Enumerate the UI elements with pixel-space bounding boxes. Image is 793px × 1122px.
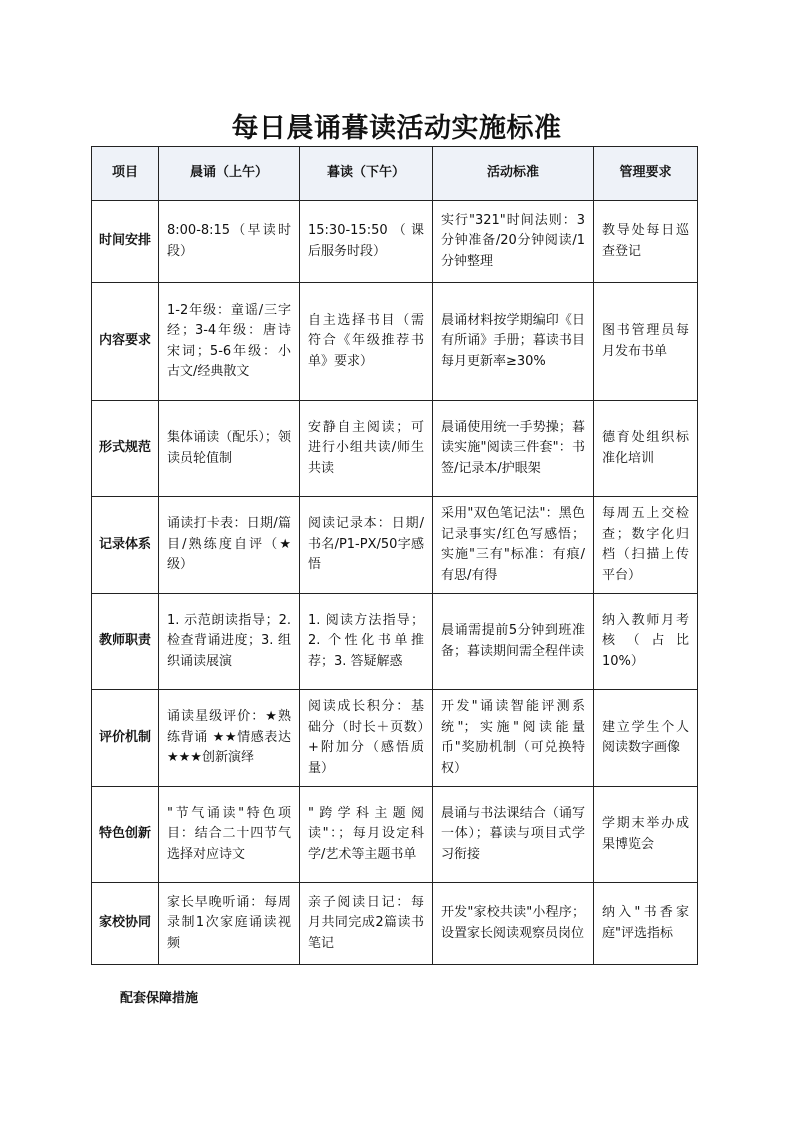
standard-cell: 晨诵与书法课结合（诵写一体）；暮读与项目式学习衔接 <box>433 787 594 883</box>
morning-cell: "节气诵读"特色项目：结合二十四节气选择对应诗文 <box>159 787 300 883</box>
evening-cell: 1. 阅读方法指导；2. 个性化书单推荐；3. 答疑解惑 <box>300 594 433 690</box>
management-cell: 教导处每日巡查登记 <box>594 201 698 283</box>
header-standard: 活动标准 <box>433 147 594 201</box>
standard-cell: 开发"诵读智能评测系统"；实施"阅读能量币"奖励机制（可兑换特权） <box>433 690 594 787</box>
table-row <box>92 787 698 883</box>
standard-cell: 采用"双色笔记法"：黑色记录事实/红色写感悟；实施"三有"标准：有痕/有思/有得 <box>433 497 594 594</box>
table-row <box>92 201 698 283</box>
table-header-row <box>92 147 698 201</box>
header-evening: 暮读（下午） <box>300 147 433 201</box>
table-row <box>92 883 698 965</box>
header-item: 项目 <box>92 147 159 201</box>
row-header: 特色创新 <box>92 787 159 883</box>
row-header: 形式规范 <box>92 401 159 497</box>
document-title: 每日晨诵暮读活动实施标准 <box>231 113 562 144</box>
evening-cell: "跨学科主题阅读"：；每月设定科学/艺术等主题书单 <box>300 787 433 883</box>
management-cell: 学期末举办成果博览会 <box>594 787 698 883</box>
row-header: 家校协同 <box>92 883 159 965</box>
management-cell: 图书管理员每月发布书单 <box>594 283 698 401</box>
management-cell: 纳入"书香家庭"评选指标 <box>594 883 698 965</box>
morning-cell: 家长早晚听诵：每周录制1次家庭诵读视频 <box>159 883 300 965</box>
standard-cell: 实行"321"时间法则：3分钟准备/20分钟阅读/1分钟整理 <box>433 201 594 283</box>
morning-cell: 集体诵读（配乐）；领读员轮值制 <box>159 401 300 497</box>
row-header: 时间安排 <box>92 201 159 283</box>
evening-cell: 安静自主阅读；可进行小组共读/师生共读 <box>300 401 433 497</box>
table-row <box>92 594 698 690</box>
table-row <box>92 690 698 787</box>
evening-cell: 15:30-15:50（课后服务时段） <box>300 201 433 283</box>
evening-cell: 自主选择书目（需符合《年级推荐书单》要求） <box>300 283 433 401</box>
standard-cell: 晨诵使用统一手势操；暮读实施"阅读三件套"：书签/记录本/护眼架 <box>433 401 594 497</box>
header-morning: 晨诵（上午） <box>159 147 300 201</box>
management-cell: 纳入教师月考核（占比10%） <box>594 594 698 690</box>
evening-cell: 阅读成长积分：基础分（时长＋页数）+附加分（感悟质量） <box>300 690 433 787</box>
standard-cell: 晨诵材料按学期编印《日有所诵》手册；暮读书目每月更新率≥30% <box>433 283 594 401</box>
morning-cell: 诵读星级评价：★熟练背诵 ★★情感表达 ★★★创新演绎 <box>159 690 300 787</box>
row-header: 教师职责 <box>92 594 159 690</box>
section-heading: 配套保障措施 <box>120 991 199 1006</box>
morning-cell: 1-2年级：童谣/三字经；3-4年级：唐诗宋词；5-6年级：小古文/经典散文 <box>159 283 300 401</box>
row-header: 评价机制 <box>92 690 159 787</box>
table-row <box>92 283 698 401</box>
table-row <box>92 401 698 497</box>
row-header: 内容要求 <box>92 283 159 401</box>
management-cell: 每周五上交检查；数字化归档（扫描上传平台） <box>594 497 698 594</box>
standard-cell: 开发"家校共读"小程序；设置家长阅读观察员岗位 <box>433 883 594 965</box>
management-cell: 德育处组织标准化培训 <box>594 401 698 497</box>
morning-cell: 1. 示范朗读指导；2. 检查背诵进度；3. 组织诵读展演 <box>159 594 300 690</box>
header-management: 管理要求 <box>594 147 698 201</box>
morning-cell: 8:00-8:15（早读时段） <box>159 201 300 283</box>
row-header: 记录体系 <box>92 497 159 594</box>
standards-table <box>91 146 698 965</box>
table-row <box>92 497 698 594</box>
management-cell: 建立学生个人阅读数字画像 <box>594 690 698 787</box>
evening-cell: 亲子阅读日记：每月共同完成2篇读书笔记 <box>300 883 433 965</box>
morning-cell: 诵读打卡表：日期/篇目/熟练度自评（★级） <box>159 497 300 594</box>
standard-cell: 晨诵需提前5分钟到班准备；暮读期间需全程伴读 <box>433 594 594 690</box>
evening-cell: 阅读记录本：日期/书名/P1-PX/50字感悟 <box>300 497 433 594</box>
